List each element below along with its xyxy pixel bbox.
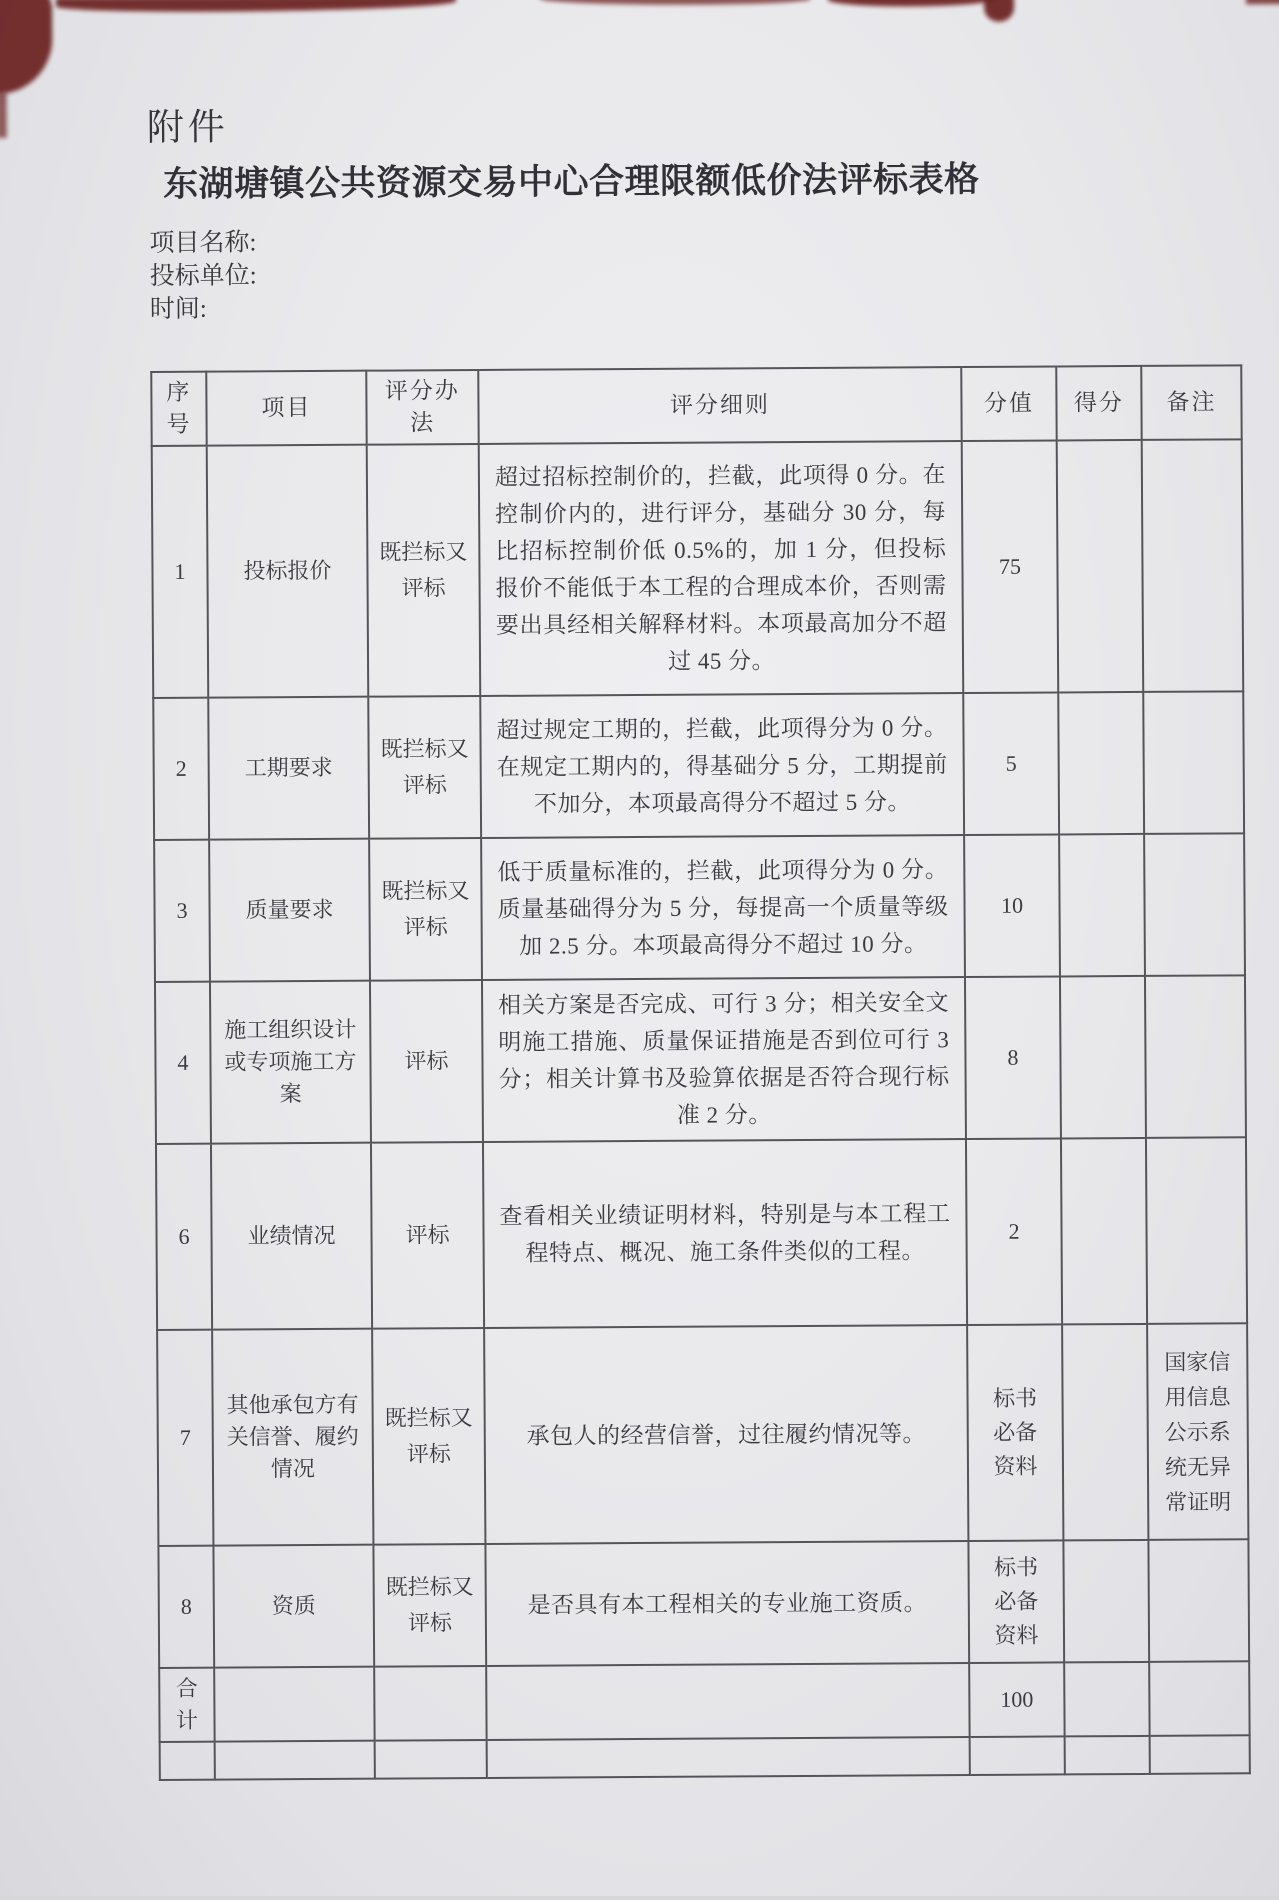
meta-block bbox=[149, 226, 257, 326]
col-header-remark: 备注 bbox=[1141, 365, 1241, 440]
cell-detail: 超过招标控制价的，拦截，此项得 0 分。在控制价内的，进行评分，基础分 30 分，每比招标控制价低 0.5%的，加 1 分，但投标报价不能低于本工程的合理成本价，否则需要出具经相关解释材料。本项最高加分不超过 45 分。 bbox=[479, 441, 964, 696]
bidder-label: 投标单位: bbox=[149, 262, 257, 290]
cell-got bbox=[1062, 1324, 1148, 1541]
table-row bbox=[156, 1137, 1247, 1330]
cell-method: 评标 bbox=[370, 980, 483, 1143]
cell-no: 8 bbox=[158, 1546, 214, 1668]
cell-no: 7 bbox=[157, 1330, 213, 1546]
cell-got bbox=[1060, 976, 1146, 1139]
cell-total-label: 合计 bbox=[159, 1668, 214, 1742]
cell-no: 1 bbox=[152, 446, 209, 698]
cell-remark: 国家信用信息公示系统无异常证明 bbox=[1147, 1323, 1248, 1540]
cell-remark bbox=[1144, 833, 1245, 976]
table-row bbox=[155, 975, 1246, 1144]
cell-method: 既拦标又评标 bbox=[369, 838, 482, 981]
cell-score: 2 bbox=[966, 1138, 1062, 1325]
cell-got bbox=[1061, 1138, 1147, 1325]
cell-item: 质量要求 bbox=[209, 839, 370, 982]
cell-method: 既拦标又评标 bbox=[367, 444, 481, 697]
cell-item: 业绩情况 bbox=[211, 1143, 372, 1330]
cell-got bbox=[1059, 834, 1145, 977]
cell-empty bbox=[1064, 1662, 1149, 1737]
scan-artifact-blob bbox=[1246, 0, 1279, 4]
cell-item: 施工组织设计或专项施工方案 bbox=[210, 981, 371, 1144]
col-header-detail: 评分细则 bbox=[478, 367, 961, 444]
table-row bbox=[158, 1539, 1249, 1668]
cell-empty bbox=[1065, 1736, 1150, 1775]
cell-method: 既拦标又评标 bbox=[368, 696, 481, 839]
col-header-item: 项目 bbox=[206, 371, 366, 446]
table-row bbox=[153, 691, 1244, 840]
cell-empty bbox=[1149, 1661, 1249, 1736]
cell-detail: 是否具有本工程相关的专业施工资质。 bbox=[485, 1541, 969, 1666]
cell-total-score: 100 bbox=[969, 1662, 1064, 1737]
cell-remark bbox=[1146, 1137, 1247, 1324]
scan-artifact-strip bbox=[828, 0, 996, 7]
table-row bbox=[152, 439, 1244, 698]
cell-remark bbox=[1148, 1539, 1249, 1662]
table-row bbox=[154, 833, 1245, 982]
cell-remark bbox=[1143, 691, 1244, 834]
cell-detail: 查看相关业绩证明材料，特别是与本工程工程特点、概况、施工条件类似的工程。 bbox=[483, 1139, 967, 1328]
time-label: 时间: bbox=[149, 295, 207, 323]
attachment-label: 附件 bbox=[146, 107, 229, 150]
cell-no: 6 bbox=[156, 1144, 212, 1330]
cell-detail: 超过规定工期的，拦截，此项得分为 0 分。在规定工期内的，得基础分 5 分，工期提前不加分，本项最高得分不超过 5 分。 bbox=[480, 693, 964, 838]
cell-score: 标书必备资料 bbox=[967, 1324, 1063, 1541]
cell-empty bbox=[487, 1737, 970, 1778]
scan-artifact-blob bbox=[984, 0, 1014, 22]
cell-item: 工期要求 bbox=[208, 697, 369, 840]
cell-method: 既拦标又评标 bbox=[372, 1328, 485, 1545]
cell-no: 4 bbox=[155, 982, 211, 1144]
scan-artifact-strip bbox=[56, 0, 456, 13]
cell-score: 5 bbox=[963, 692, 1059, 835]
cell-item: 资质 bbox=[213, 1545, 374, 1668]
scan-artifact-strip bbox=[540, 0, 810, 6]
table-header-row bbox=[151, 365, 1241, 446]
cell-got bbox=[1063, 1540, 1149, 1663]
cell-empty bbox=[160, 1742, 215, 1780]
cell-score: 8 bbox=[965, 976, 1061, 1139]
cell-empty bbox=[375, 1740, 487, 1779]
cell-item: 其他承包方有关信誉、履约情况 bbox=[212, 1329, 373, 1546]
scan-artifact-edge bbox=[0, 92, 7, 138]
evaluation-table bbox=[150, 364, 1251, 1781]
col-header-method: 评分办法 bbox=[366, 370, 478, 445]
cell-detail: 相关方案是否完成、可行 3 分；相关安全文明施工措施、质量保证措施是否到位可行 3 分；相关计算书及验算依据是否符合现行标准 2 分。 bbox=[482, 977, 966, 1142]
cell-detail: 承包人的经营信誉，过往履约情况等。 bbox=[484, 1325, 968, 1544]
col-header-got: 得分 bbox=[1056, 366, 1141, 441]
cell-score: 10 bbox=[964, 834, 1060, 977]
cell-empty bbox=[214, 1667, 374, 1742]
cell-detail: 低于质量标准的，拦截，此项得分为 0 分。质量基础得分为 5 分，每提高一个质量等级加 2.5 分。本项最高得分不超过 10 分。 bbox=[481, 835, 965, 980]
project-name-label: 项目名称: bbox=[149, 229, 257, 257]
cell-empty bbox=[1150, 1735, 1250, 1774]
cell-got bbox=[1057, 440, 1144, 693]
cell-no: 3 bbox=[154, 840, 210, 982]
cell-empty bbox=[215, 1741, 375, 1780]
col-header-score: 分值 bbox=[961, 366, 1056, 441]
page-title: 东湖塘镇公共资源交易中心合理限额低价法评标表格 bbox=[162, 159, 980, 204]
cell-remark bbox=[1142, 439, 1244, 692]
cell-score: 标书必备资料 bbox=[968, 1540, 1064, 1663]
table-row bbox=[157, 1323, 1248, 1546]
cell-empty bbox=[486, 1663, 969, 1740]
cell-method: 既拦标又评标 bbox=[373, 1544, 486, 1667]
scan-artifact-corner bbox=[0, 0, 53, 94]
cell-empty bbox=[374, 1666, 486, 1741]
cell-no: 2 bbox=[153, 698, 209, 840]
empty-row bbox=[160, 1735, 1250, 1780]
cell-item: 投标报价 bbox=[207, 445, 369, 698]
cell-method: 评标 bbox=[371, 1142, 484, 1329]
cell-got bbox=[1058, 692, 1144, 835]
col-header-no: 序号 bbox=[151, 372, 206, 446]
total-row bbox=[159, 1661, 1249, 1742]
cell-remark bbox=[1145, 975, 1246, 1138]
cell-score: 75 bbox=[962, 440, 1059, 693]
cell-empty bbox=[970, 1736, 1065, 1775]
